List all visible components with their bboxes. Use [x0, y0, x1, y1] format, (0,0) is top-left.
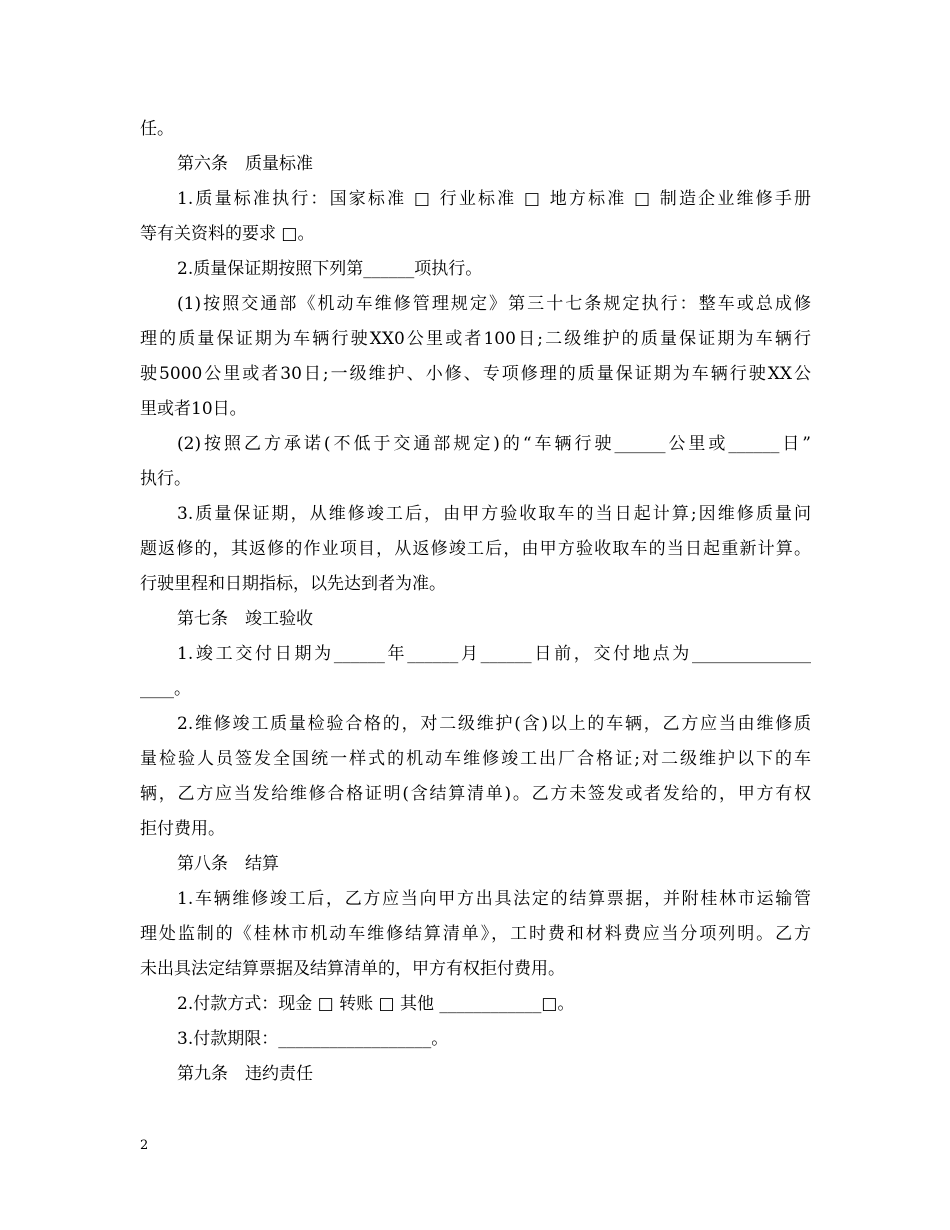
text-line: 1.车辆维修竣工后，乙方应当向甲方出具法定的结算票据，并附桂林市运输管 [177, 889, 811, 909]
section-heading: 第八条 结算 [177, 854, 279, 874]
text-line: 题返修的，其返修的作业项目，从返修竣工后，由甲方验收取车的当日起重新计算。 [140, 539, 811, 559]
text-line: 1.质量标准执行：国家标准 □ 行业标准 □ 地方标准 □ 制造企业维修手册 [177, 189, 811, 209]
text-line: 2.质量保证期按照下列第______项执行。 [177, 259, 483, 279]
text-line: 2.维修竣工质量检验合格的，对二级维护(含)以上的车辆，乙方应当由维修质 [177, 714, 811, 734]
text-line: 等有关资料的要求 □。 [140, 224, 315, 244]
text-line: 辆，乙方应当发给维修合格证明(含结算清单)。乙方未签发或者发给的，甲方有权 [140, 784, 811, 804]
text-line: 里或者10日。 [140, 399, 247, 419]
text-line: 拒付费用。 [140, 819, 225, 839]
text-line: 量检验人员签发全国统一样式的机动车维修竣工出厂合格证;对二级维护以下的车 [140, 749, 811, 769]
text-line: 2.付款方式：现金 □ 转账 □ 其他 ____________□。 [177, 994, 575, 1014]
text-line: 1.竣工交付日期为______年______月______日前，交付地点为______________ [177, 644, 811, 664]
text-line: ____。 [140, 679, 191, 699]
text-line: 理处监制的《桂林市机动车维修结算清单》，工时费和材料费应当分项列明。乙方 [140, 924, 811, 944]
text-line: 理的质量保证期为车辆行驶XX0公里或者100日;二级维护的质量保证期为车辆行 [140, 329, 811, 349]
text-line: 执行。 [140, 469, 191, 489]
page-number: 2 [140, 1138, 149, 1153]
text-line: 任。 [140, 119, 174, 139]
section-heading: 第六条 质量标准 [177, 154, 313, 174]
text-line: 驶5000公里或者30日;一级维护、小修、专项修理的质量保证期为车辆行驶XX公 [140, 364, 811, 384]
text-line: (2)按照乙方承诺(不低于交通部规定)的“车辆行驶______公里或______日” [177, 434, 811, 454]
text-line: 行驶里程和日期指标，以先达到者为准。 [140, 574, 446, 594]
text-line: (1)按照交通部《机动车维修管理规定》第三十七条规定执行：整车或总成修 [177, 294, 811, 314]
text-line: 3.质量保证期，从维修竣工后，由甲方验收取车的当日起计算;因维修质量问 [177, 504, 811, 524]
text-line: 3.付款期限：__________________。 [177, 1029, 449, 1049]
section-heading: 第九条 违约责任 [177, 1064, 313, 1084]
text-line: 未出具法定结算票据及结算清单的，甲方有权拒付费用。 [140, 959, 565, 979]
section-heading: 第七条 竣工验收 [177, 609, 313, 629]
